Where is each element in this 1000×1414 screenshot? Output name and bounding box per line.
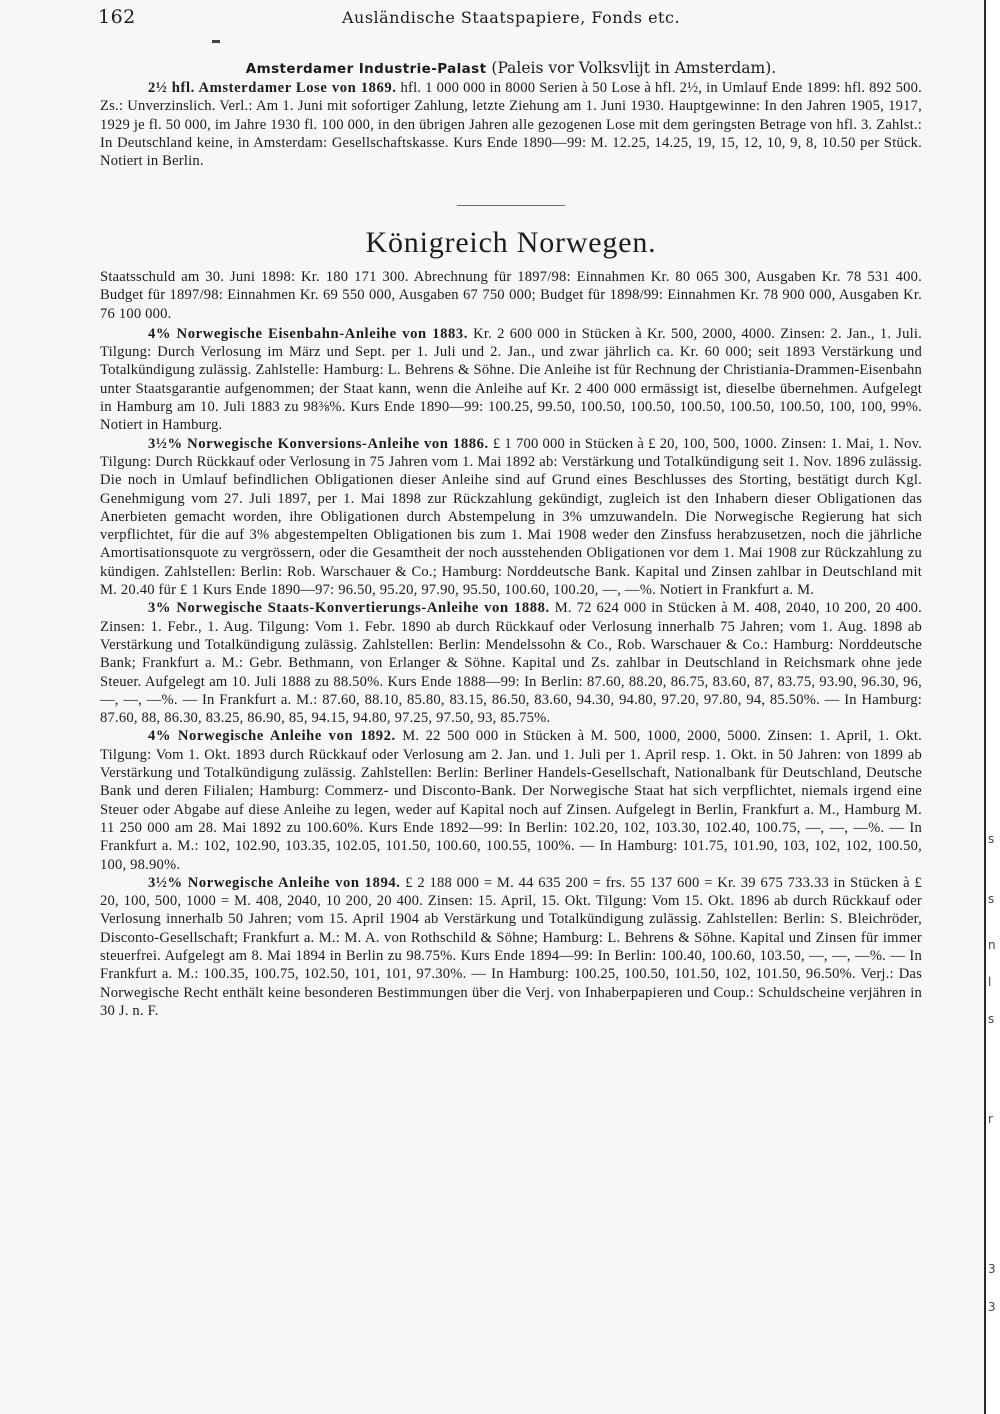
amsterdam-section [100,58,922,170]
entry-text: M. 22 500 000 in Stücken à M. 500, 1000, 2000, 5000. Zinsen: 1. April, 1. Okt. Tilgung: Vom 1. Okt. 1893 durch Rückkauf oder Verlosung am 2. Jan. und 1. Juli per 1. April resp. 1. Okt. in 50 Jahren: von 1899 ab Verstärkung und Totalkündigung zulässig. Zahlstellen: Berlin: Berliner Handels-Gesellschaft, Nationalbank für Deutschland, Deutsche Bank und deren Filialen; Hamburg: Commerz- und Disconto-Bank. Der Norwegische Staat hat sich verpflichtet, niemals irgend eine Steuer oder Abgabe auf diese Anleihe zu legen, weder auf Kapital noch auf Zinsen. Aufgelegt in Berlin, Frankfurt a. M., Hamburg M. 11 250 000 am 28. Mai 1892 zu 100.60%. Kurs Ende 1892—99: In Berlin: 102.20, 102, 103.30, 102.40, 100.75, —, —, —%. — In Frankfurt a. M.: 102, 102.90, 103.35, 102.05, 101.50, 100.60, 100.55, 100%. — In Hamburg: 101.75, 101.90, 103, 102, 102, 100.50, 100, 98.90%. [100,728,922,873]
entry-paragraph [100,599,922,727]
page-edge [984,0,1000,1414]
running-head [100,6,922,32]
entry-heading: 3% Norwegische Staats-Konvertierungs-Anleihe von 1888. [148,600,550,617]
chapter-title: Königreich Norwegen. [365,226,657,259]
entry-heading: 2½ hfl. Amsterdamer Lose von 1869. [148,80,397,96]
chapter-intro: Staatsschuld am 30. Juni 1898: Kr. 180 171 300. Abrechnung für 1897/98: Einnahmen Kr. 80 065 300, Ausgaben Kr. 78 531 400. Budget für 1897/98: Einnahmen Kr. 69 550 000, Ausgaben 67 750 000; Budget für 1898/99: Einnahmen Kr. 78 900 000, Ausgaben Kr. 76 100 000. [100,269,922,322]
entry-text: £ 1 700 000 in Stücken à £ 20, 100, 500, 1000. Zinsen: 1. Mai, 1. Nov. Tilgung: Durch Rückkauf oder Verlosung in 75 Jahren vom 1. Mai 1892 ab: Verstärkung und Totalkündigung seit 1. Nov. 1896 zulässig. Die noch in Umlauf befindlichen Obligationen dieser Anleihe sind auf Grund eines Beschlusses des Storting, bestätigt durch Kgl. Genehmigung vom 27. Juli 1897, per 1. Mai 1898 zur Rückzahlung gekündigt, zugleich ist den Inhabern dieser Obligationen das Anerbieten gemacht worden, ihre Obligationen durch Abstempelung in 3% umzuwandeln. Die Norwegische Regierung hat sich verpflichtet, für die auf 3% abgestempelten Obligationen bis zum 1. Mai 1908 weder den Zinsfuss herabzusetzen, noch die jährliche Amortisationsquote zu vergrössern, oder die Gesamtheit der noch ausstehenden Obligationen vor dem 1. Mai 1908 zur Rückzahlung zu kündigen. Zahlstellen: Berlin: Rob. Warschauer & Co.; Hamburg: Norddeutsche Bank. Kapital und Zinsen zahlbar in Deutschland mit M. 20.40 für £ 1 Kurs Ende 1890—97: 96.50, 95.20, 97.90, 95.50, 100.60, 100.20, —, —%. Notiert in Frankfurt a. M. [100,435,922,599]
entry-paragraph [100,325,922,435]
section-title: Amsterdamer Industrie-Palast [245,61,487,77]
margin-mark: n [988,938,996,952]
entry-text: hfl. 1 000 000 in 8000 Serien à 50 Lose à hfl. 2½, in Umlauf Ende 1899: hfl. 892 500. Zs.: Unverzinslich. Verl.: Am 1. Juni mit sofortiger Zahlung, letzte Ziehung am 1. Juni 1930. Hauptgewinne: In den Jahren 1905, 1917, 1929 je fl. 50 000, im Jahre 1930 fl. 100 000, in den übrigen Jahren alle gezogenen Lose mit dem geringsten Betrage von hfl. 3. Zahlst.: In Deutschland keine, in Amsterdam: Gesellschaftskasse. Kurs Ende 1890—99: M. 12.25, 14.25, 19, 15, 12, 10, 9, 8, 10.50 per Stück. Notiert in Berlin. [100,80,922,170]
entry-heading: 4% Norwegische Eisenbahn-Anleihe von 1883. [148,325,469,342]
margin-mark: l [988,975,992,989]
margin-mark: s [988,892,995,906]
entry-paragraph [100,874,922,1020]
entry-paragraph [100,79,922,170]
scan-speck [212,40,220,43]
entry-text: £ 2 188 000 = M. 44 635 200 = frs. 55 137 600 = Kr. 39 675 733.33 in Stücken à £ 20, 100, 500, 1000 = M. 408, 2040, 10 200, 20 400. Zinsen: 15. April, 15. Okt. Tilgung: Vom 15. Okt. 1896 ab durch Rückkauf oder Verlosung innerhalb 50 Jahren; vom 15. April 1904 ab Verstärkung und Totalkündigung zulässig. Zahlstellen: Berlin: S. Bleichröder, Disconto-Gesellschaft; Frankfurt a. M.: M. A. von Rothschild & Söhne; Hamburg: L. Behrens & Söhne. Kapital und Zinsen für immer steuerfrei. Aufgelegt am 8. Mai 1894 in Berlin zu 98.75%. Kurs Ende 1894—99: In Berlin: 100.40, 100.60, 103.50, —, —, —%. — In Frankfurt a. M.: 100.35, 100.75, 102.50, 101, 101, 97.30%. — In Hamburg: 100.25, 100.50, 101.50, 102, 101.50, 96.50%. Verj.: Das Norwegische Recht enthält keine besonderen Bestimmungen über die Verj. von Inhaberpapieren und Coup.: Schuldscheine verjähren in 30 J. n. F. [100,874,922,1019]
entry-heading: 3½% Norwegische Anleihe von 1894. [148,874,401,891]
running-title: Ausländische Staatspapiere, Fonds etc. [341,8,681,27]
entry-heading: 3½% Norwegische Konversions-Anleihe von 1886. [148,435,489,452]
page-number: 162 [98,6,136,28]
margin-mark: 3 [988,1300,996,1314]
section-subtitle: (Paleis vor Volksvlijt in Amsterdam). [491,59,777,77]
entry-paragraph [100,435,922,600]
entry-paragraph [100,727,922,873]
norway-section [100,268,922,1020]
entry-heading: 4% Norwegische Anleihe von 1892. [148,728,396,745]
margin-mark: 3 [988,1262,996,1276]
section-divider [457,205,565,206]
margin-mark: s [988,1012,995,1026]
entry-text: Kr. 2 600 000 in Stücken à Kr. 500, 2000, 4000. Zinsen: 2. Jan., 1. Juli. Tilgung: Durch Verlosung im März und Sept. per 1. Juli und 2. Jan., und zwar jährlich ca. Kr. 60 000; seit 1893 Verstärkung und Totalkündigung zulässig. Zahlstelle: Hamburg: L. Behrens & Söhne. Die Anleihe ist für Rechnung der Christiania-Drammen-Eisenbahn unter Staatsgarantie aufgenommen; der Staat kann, wenn die Anleihe auf Kr. 2 400 000 ermässigt ist, dieselbe übernehmen. Aufgelegt in Hamburg am 10. Juli 1883 zu 98⅜%. Kurs Ende 1890—99: 100.25, 99.50, 100.50, 100.50, 100.50, 100.50, 100.50, 100, 100, 99%. Notiert in Hamburg. [100,325,922,434]
entry-text: M. 72 624 000 in Stücken à M. 408, 2040, 10 200, 20 400. Zinsen: 1. Febr., 1. Aug. Tilgung: Vom 1. Febr. 1890 ab durch Rückkauf oder Verlosung innerhalb 75 Jahren; vom 1. Aug. 1898 ab Verstärkung und Totalkündigung zulässig. Zahlstellen: Berlin: Mendelssohn & Co., Rob. Warschauer & Co.: Hamburg: Norddeutsche Bank; Frankfurt a. M.: Gebr. Bethmann, von Erlanger & Söhne. Kapital und Zs. zahlbar in Deutschland in Reichsmark ohne jede Steuer. Aufgelegt am 10. Juli 1888 zu 88.50%. Kurs Ende 1888—99: In Berlin: 87.60, 88.20, 86.75, 83.60, 87, 83.75, 93.90, 96.30, 96, —, —, —%. — In Frankfurt a. M.: 87.60, 88.10, 85.80, 83.15, 86.50, 83.60, 94.30, 94.80, 97.20, 97.80, 94, 85.50%. — In Hamburg: 87.60, 88, 86.30, 83.25, 86.90, 85, 94.15, 94.80, 97.25, 97.50, 93, 85.75%. [100,600,922,727]
margin-mark: s [988,832,995,846]
margin-mark: r [988,1112,993,1126]
section-heading [100,58,922,79]
